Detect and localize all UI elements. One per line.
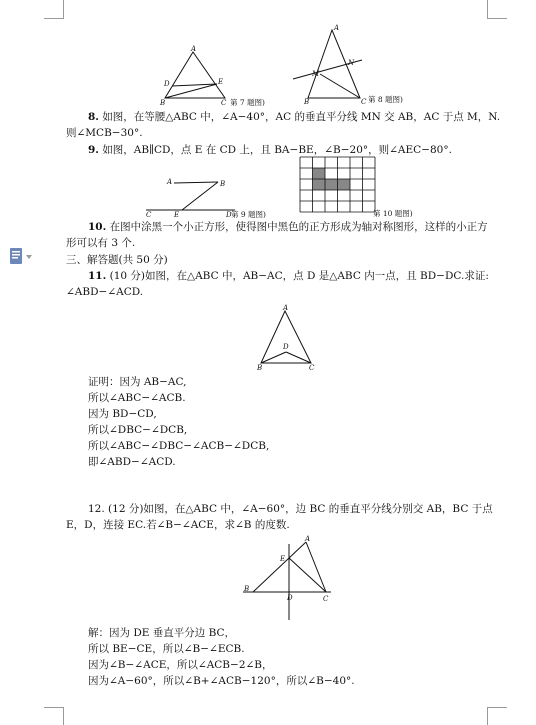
crop-mark <box>44 707 64 708</box>
question-number: 8. <box>88 111 99 123</box>
question-12-cont: E，D，连接 EC.若∠B−∠ACE，求∠B 的度数. <box>66 519 290 531</box>
question-text: 在图中涂黑一个小正方形，使得图中黑色的正方形成为轴对称图形，这样的小正方 <box>109 221 488 233</box>
fig8-label: C <box>361 98 367 106</box>
fig11-label: B <box>257 364 263 372</box>
fig12-label: D <box>287 594 293 602</box>
shaded-grid <box>300 157 375 212</box>
fig12-label: E <box>280 555 286 563</box>
question-text: 如图，AB∥CD，点 E 在 CD 上，且 BA−BE，∠B−20°，则∠AEC−80°. <box>102 144 452 156</box>
fig8-label: N <box>348 59 355 67</box>
fig7-label: A <box>191 45 197 53</box>
fig7-label: B <box>160 99 166 106</box>
fig7-label: D <box>164 80 170 88</box>
crop-mark <box>487 18 507 19</box>
document-nav-icon[interactable] <box>8 246 34 268</box>
fig11-label: D <box>283 343 289 351</box>
question-10 <box>88 221 488 234</box>
fig12-label: C <box>323 595 329 603</box>
fig7-caption: 第 7 题图) <box>230 98 265 106</box>
question-text: (10 分)如图，在△ABC 中，AB−AC，点 D 是△ABC 内一点，且 BD−DC.求证: <box>109 270 489 282</box>
fig11-label: A <box>283 304 289 312</box>
crop-mark <box>63 0 64 18</box>
question-number: 11. <box>88 270 107 282</box>
proof-line: 所以∠DBC−∠DCB, <box>88 424 188 436</box>
solution-line: 解：因为 DE 垂直平分边 BC， <box>88 627 236 639</box>
section-title: 三、解答题(共 50 分) <box>66 254 168 266</box>
question-text: 形可以有 3 个. <box>66 237 136 249</box>
question-text: 则∠MCB−30°. <box>66 127 143 139</box>
shaded-cell <box>313 179 326 190</box>
proof-line: 证明：因为 AB−AC, <box>88 376 187 388</box>
fig10-caption: 第 10 题图) <box>373 209 413 218</box>
fig9-label: C <box>146 211 152 219</box>
figure-10 <box>299 156 439 222</box>
crop-mark <box>44 18 64 19</box>
fig9-label: D <box>226 211 232 219</box>
proof-line: 所以∠ABC−∠ACB. <box>88 392 186 404</box>
proof-line: 因为 BD−CD, <box>88 408 157 420</box>
crop-mark <box>487 707 488 725</box>
proof-line: 即∠ABD−∠ACD. <box>88 456 176 468</box>
question-8-cont <box>66 127 143 140</box>
fig9-caption: 第 9 题图) <box>231 210 266 219</box>
fig8-label: A <box>334 24 340 32</box>
shaded-cell <box>338 179 351 190</box>
solution-line: 所以 BE−CE，所以∠B−∠ECB. <box>88 643 245 655</box>
fig12-label: A <box>305 535 311 543</box>
question-number: 9. <box>88 144 99 156</box>
crop-mark <box>487 0 488 18</box>
question-11-cont: ∠ABD−∠ACD. <box>66 286 144 298</box>
proof-line: 所以∠ABC−∠DBC−∠ACB−∠DCB, <box>88 440 270 452</box>
fig8-label: B <box>304 98 310 106</box>
question-8 <box>88 111 500 124</box>
question-12: 12. (12 分)如图，在△ABC 中，∠A−60°，边 BC 的垂直平分线分别交 AB，BC 于点 <box>88 503 493 515</box>
shaded-cell <box>325 179 338 190</box>
shaded-cell <box>313 168 326 179</box>
fig9-label: E <box>174 211 180 219</box>
figure-12 <box>243 534 337 624</box>
solution-line: 因为∠A−60°，所以∠B+∠ACB−120°，所以∠B−40°. <box>88 675 355 687</box>
fig9-label: A <box>167 178 173 186</box>
question-text: 如图，在等腰△ABC 中，∠A−40°，AC 的垂直平分线 MN 交 AB，AC 于点 M，N. <box>102 111 501 123</box>
figure-8 <box>290 22 420 106</box>
crop-mark <box>63 707 64 725</box>
fig11-label: C <box>309 364 315 372</box>
fig8-caption: 第 8 题图) <box>368 95 403 104</box>
fig9-label: B <box>220 180 226 188</box>
solution-line: 因为∠B−∠ACE，所以∠ACB−2∠B， <box>88 659 273 671</box>
fig8-label: M <box>312 70 320 78</box>
crop-mark <box>487 707 507 708</box>
fig7-label: C <box>221 99 227 106</box>
question-11 <box>88 270 489 283</box>
question-10-cont <box>66 237 135 250</box>
question-number: 10. <box>88 221 107 233</box>
fig12-label: B <box>244 585 250 593</box>
fig7-label: E <box>218 78 224 86</box>
figure-11 <box>252 302 322 372</box>
figure-9 <box>140 174 300 220</box>
figure-7 <box>155 44 285 106</box>
